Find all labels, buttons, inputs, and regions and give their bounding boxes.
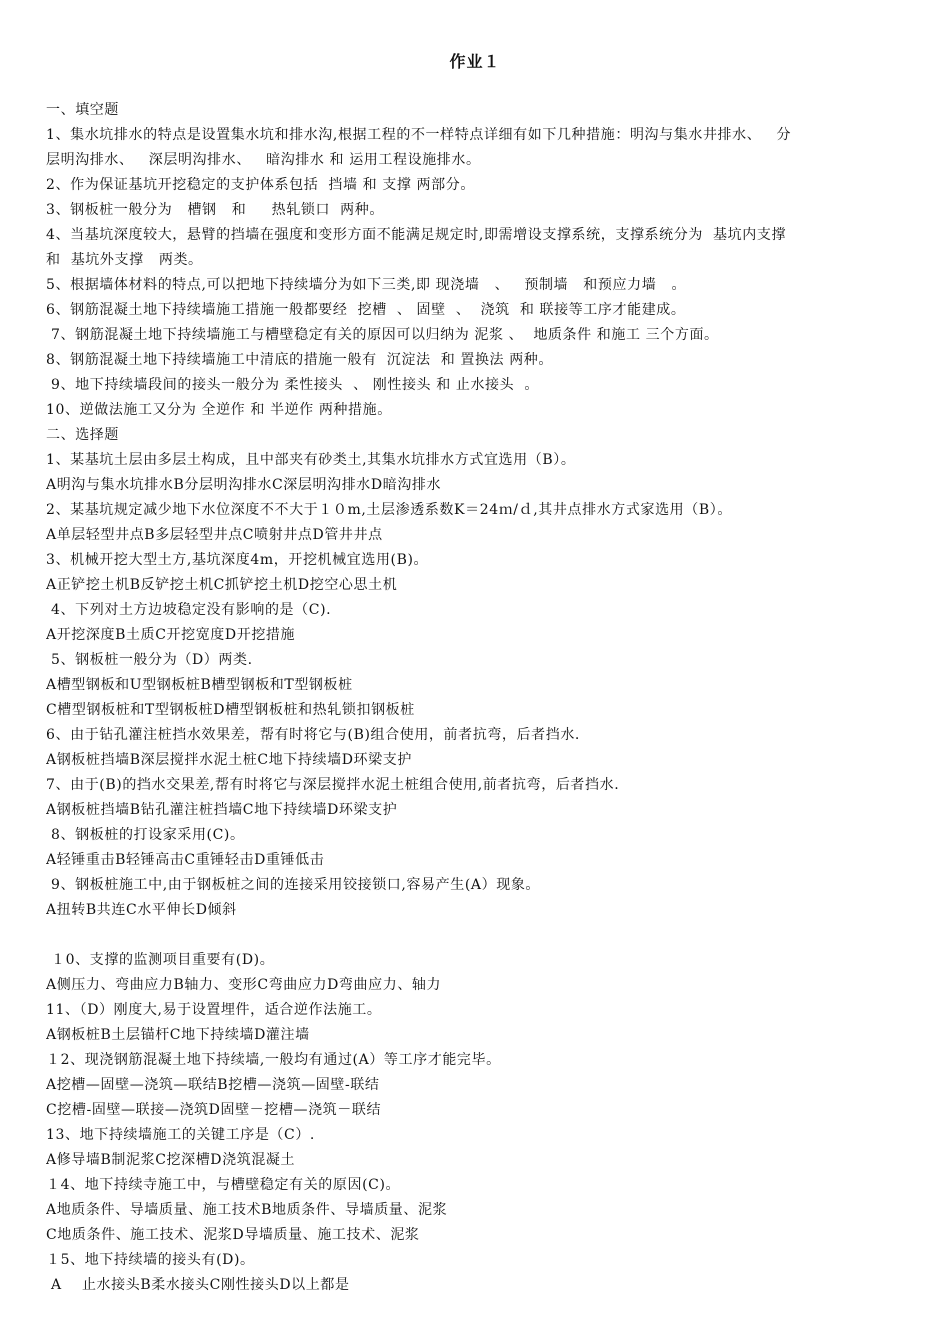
text-line: A 止水接头B柔水接头C刚性接头D以上都是: [46, 1277, 350, 1293]
text-line: 4、下列对土方边坡稳定没有影响的是（C).: [46, 602, 332, 618]
text-line: 层明沟排水、 深层明沟排水、 暗沟排水 和 运用工程设施排水。: [46, 152, 481, 168]
text-line: １4、地下持续寺施工中，与槽壁稳定有关的原因(C)。: [46, 1177, 401, 1193]
text-line: 10、逆做法施工又分为 全逆作 和 半逆作 两种措施。: [46, 402, 392, 418]
text-line: 和 基坑外支撑 两类。: [46, 252, 203, 268]
page-title: 作业１: [449, 52, 501, 71]
text-line: A正铲挖土机B反铲挖土机C抓铲挖土机D挖空心思土机: [46, 577, 398, 593]
text-line: A钢板桩挡墙B深层搅拌水泥土桩C地下持续墙D环梁支护: [46, 752, 412, 768]
text-line: 5、根据墙体材料的特点,可以把地下持续墙分为如下三类,即 现浇墙 、 预制墙 和预应力墙 。: [46, 277, 687, 293]
text-line: 3、机械开挖大型土方,基坑深度4m，开挖机械宜选用(B)。: [46, 552, 429, 568]
text-line: A槽型钢板和U型钢板桩B槽型钢板和T型钢板桩: [46, 677, 353, 693]
text-line: 8、钢筋混凝土地下持续墙施工中清底的措施一般有 沉淀法 和 置换法 两种。: [46, 352, 554, 368]
text-line: 3、钢板桩一般分为 槽钢 和 热轧锁口 两种。: [46, 202, 384, 218]
text-line: 1、集水坑排水的特点是设置集水坑和排水沟,根据工程的不一样特点详细有如下几种措施：明沟与集水井排水、 分: [46, 127, 792, 143]
text-line: A开挖深度B土质C开挖宽度D开挖措施: [46, 627, 296, 643]
text-line: １2、现浇钢筋混凝土地下持续墙,一般均有通过(A）等工序才能完毕。: [46, 1052, 501, 1068]
text-line: C地质条件、施工技术、泥浆D导墙质量、施工技术、泥浆: [46, 1227, 420, 1243]
text-line: １5、地下持续墙的接头有(D)。: [46, 1252, 255, 1268]
text-line: 9、地下持续墙段间的接头一般分为 柔性接头 、 刚性接头 和 止水接头 。: [46, 377, 539, 393]
text-line: 2、某基坑规定减少地下水位深度不不大于１０m,土层渗透系数K＝24ｍ/ｄ,其井点排水方式家选用（B）。: [46, 502, 732, 518]
text-line: 7、由于(B)的挡水交果差,帮有时将它与深层搅拌水泥土桩组合使用,前者抗弯，后者挡水.: [46, 777, 620, 793]
text-line: 4、当基坑深度较大，悬臂的挡墙在强度和变形方面不能满足规定时,即需增设支撑系统，支撑系统分为 基坑内支撑: [46, 227, 787, 243]
text-line: C挖槽-固壁—联接—浇筑D固壁－挖槽—浇筑－联结: [46, 1102, 382, 1118]
text-line: A地质条件、导墙质量、施工技术B地质条件、导墙质量、泥浆: [46, 1202, 448, 1218]
text-line: [46, 923, 906, 948]
text-line: 8、钢板桩的打设家采用(C)。: [46, 827, 245, 843]
text-line: 6、由于钻孔灌注桩挡水效果差，帮有时将它与(B)组合使用，前者抗弯，后者挡水.: [46, 727, 580, 743]
text-line: A挖槽—固壁—浇筑—联结B挖槽—浇筑—固壁-联结: [46, 1077, 380, 1093]
text-line: 6、钢筋混凝土地下持续墙施工措施一般都要经 挖槽 、 固壁 、 浇筑 和 联接等工序才能建成。: [46, 302, 686, 318]
text-line: 1、某基坑土层由多层土构成，且中部夹有砂类土,其集水坑排水方式宜选用（B）。: [46, 452, 576, 468]
text-line: A扭转B共连C水平伸长D倾斜: [46, 902, 237, 918]
text-line: 7、钢筋混凝土地下持续墙施工与槽壁稳定有关的原因可以归纳为 泥浆 、 地质条件 和施工 三个方面。: [46, 327, 719, 343]
document-body: [46, 98, 906, 1298]
text-line: A单层轻型井点B多层轻型井点C喷射井点D管井井点: [46, 527, 383, 543]
text-line: C槽型钢板桩和T型钢板桩D槽型钢板桩和热轧锁扣钢板桩: [46, 702, 415, 718]
text-line: A明沟与集水坑排水B分层明沟排水C深层明沟排水D暗沟排水: [46, 477, 442, 493]
text-line: 13、地下持续墙施工的关键工序是（C）.: [46, 1127, 315, 1143]
text-line: A钢板桩B土层锚杆C地下持续墙D灌注墙: [46, 1027, 310, 1043]
text-line: 一、填空题: [46, 102, 119, 118]
text-line: 11、（D）刚度大,易于设置埋件，适合逆作法施工。: [46, 1002, 382, 1018]
text-line: A轻锤重击B轻锤高击C重锤轻击D重锤低击: [46, 852, 325, 868]
text-line: １0、支撑的监测项目重要有(D)。: [46, 952, 275, 968]
text-line: 2、作为保证基坑开挖稳定的支护体系包括 挡墙 和 支撑 两部分。: [46, 177, 475, 193]
text-line: 二、选择题: [46, 427, 119, 443]
text-line: A修导墙B制泥浆C挖深槽D浇筑混凝土: [46, 1152, 296, 1168]
text-line: A钢板桩挡墙B钻孔灌注桩挡墙C地下持续墙D环梁支护: [46, 802, 398, 818]
text-line: A侧压力、弯曲应力B轴力、变形C弯曲应力D弯曲应力、轴力: [46, 977, 442, 993]
text-line: 9、钢板桩施工中,由于钢板桩之间的连接采用铰接锁口,容易产生(A）现象。: [46, 877, 541, 893]
text-line: 5、钢板桩一般分为（D）两类.: [46, 652, 253, 668]
